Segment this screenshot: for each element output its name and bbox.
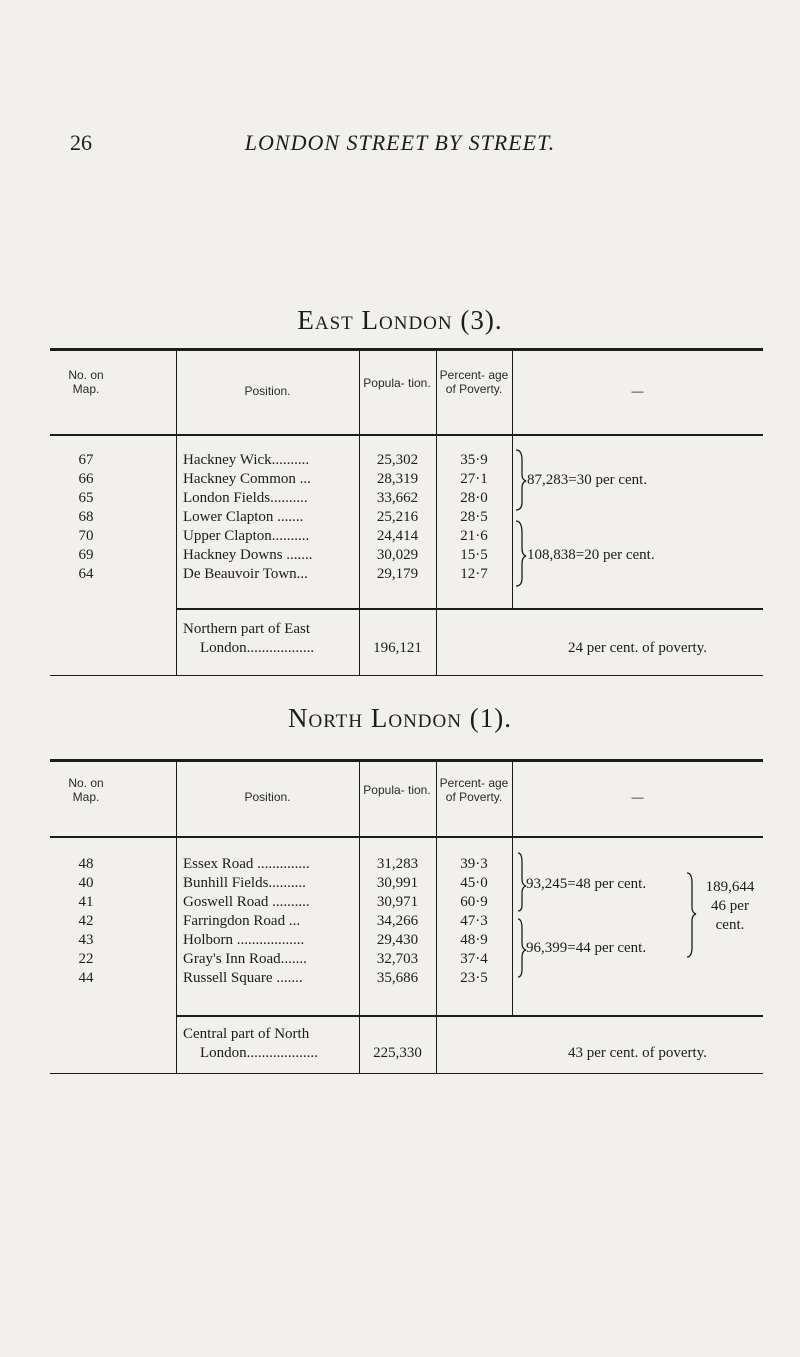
summary-note: 24 per cent. of poverty. [568, 640, 707, 656]
row-no: 40 [78, 875, 94, 891]
table-row [56, 950, 516, 969]
north-london-table [0, 759, 800, 1079]
row-no: 68 [78, 509, 94, 525]
row-population: 25,216 [376, 509, 419, 525]
table-row [56, 546, 516, 565]
table-top-rule [50, 348, 763, 351]
summary-rule [176, 608, 763, 610]
row-percent: 45·0 [460, 875, 488, 891]
combined-total: 189,644 46 per cent. [705, 879, 755, 933]
row-percent: 28·0 [460, 490, 488, 506]
header-percentage: Percent- age of Poverty. [439, 368, 509, 396]
row-population: 30,029 [376, 547, 419, 563]
row-position: Russell Square ....... [183, 970, 303, 986]
north-london-title: North London (1). [288, 703, 512, 733]
row-position: Hackney Wick.......... [183, 452, 310, 468]
row-population: 32,703 [376, 951, 419, 967]
row-population: 34,266 [376, 913, 419, 929]
row-percent: 47·3 [460, 913, 488, 929]
header-dash: — [631, 384, 644, 398]
row-percent: 39·3 [460, 856, 488, 872]
header-rule [50, 836, 763, 838]
row-percent: 60·9 [460, 894, 488, 910]
east-london-table [0, 348, 800, 678]
column-divider [436, 610, 437, 675]
header-dash: — [631, 790, 644, 804]
header-percentage: Percent- age of Poverty. [439, 776, 509, 804]
row-position: Hackney Common ... [183, 471, 311, 487]
row-no: 41 [78, 894, 94, 910]
row-position: Essex Road .............. [183, 856, 310, 872]
row-no: 48 [78, 856, 94, 872]
summary-rule [176, 1015, 763, 1017]
summary-label: Central part of North London................... [183, 1026, 318, 1061]
summary-label: Northern part of East London.................. [183, 621, 315, 656]
row-population: 24,414 [376, 528, 419, 544]
header-population: Popula- tion. [363, 783, 431, 797]
row-population: 29,430 [376, 932, 419, 948]
row-population: 25,302 [376, 452, 419, 468]
east-london-title: East London (3). [297, 305, 503, 335]
row-percent: 48·9 [460, 932, 488, 948]
running-title: LONDON STREET BY STREET. [244, 130, 556, 155]
row-position: Bunhill Fields.......... [183, 875, 306, 891]
group-sum-2: 108,838=20 per cent. [527, 547, 655, 563]
table-row [56, 508, 516, 527]
row-no: 64 [78, 566, 94, 582]
row-no: 70 [78, 528, 94, 544]
row-position: Lower Clapton ....... [183, 509, 304, 525]
row-position: De Beauvoir Town... [183, 566, 308, 582]
row-position: Goswell Road .......... [183, 894, 310, 910]
group-sum-2: 96,399=44 per cent. [526, 940, 647, 956]
row-percent: 12·7 [460, 566, 488, 582]
row-percent: 37·4 [460, 951, 488, 967]
table-bottom-rule [50, 675, 763, 676]
summary-population: 225,330 [373, 1045, 422, 1061]
row-percent: 28·5 [460, 509, 488, 525]
row-population: 29,179 [376, 566, 419, 582]
combined-brace [684, 871, 698, 961]
row-no: 67 [78, 452, 94, 468]
row-no: 42 [78, 913, 94, 929]
row-percent: 27·1 [460, 471, 488, 487]
table-row [56, 489, 516, 508]
row-population: 33,662 [376, 490, 419, 506]
row-no: 44 [78, 970, 94, 986]
table-row [56, 931, 516, 950]
row-no: 69 [78, 547, 94, 563]
group-brace [510, 851, 530, 991]
row-population: 31,283 [376, 856, 419, 872]
row-population: 30,991 [376, 875, 419, 891]
row-position: Upper Clapton.......... [183, 528, 310, 544]
table-row [56, 969, 516, 988]
row-position: Gray's Inn Road....... [183, 951, 307, 967]
row-position: Holborn .................. [183, 932, 305, 948]
header-rule [50, 434, 763, 436]
group-brace [508, 448, 528, 588]
east-rows [56, 451, 516, 584]
row-population: 35,686 [376, 970, 419, 986]
row-percent: 23·5 [460, 970, 488, 986]
page-number: 26 [70, 130, 92, 155]
row-population: 28,319 [376, 471, 419, 487]
row-no: 66 [78, 471, 94, 487]
table-row [56, 912, 516, 931]
table-row [56, 855, 516, 874]
table-row [56, 893, 516, 912]
row-position: Hackney Downs ....... [183, 547, 313, 563]
page-header [0, 130, 800, 160]
table-row [56, 565, 516, 584]
row-no: 65 [78, 490, 94, 506]
row-percent: 15·5 [460, 547, 488, 563]
header-population: Popula- tion. [363, 376, 431, 390]
row-no: 43 [78, 932, 94, 948]
header-position: Position. [244, 384, 291, 398]
table-row [56, 527, 516, 546]
north-rows [56, 855, 516, 988]
summary-population: 196,121 [373, 640, 422, 656]
table-row [56, 470, 516, 489]
column-divider [436, 351, 437, 434]
header-position: Position. [244, 790, 291, 804]
group-sum-1: 87,283=30 per cent. [527, 472, 648, 488]
header-no: No. on Map. [68, 368, 104, 396]
row-position: Farringdon Road ... [183, 913, 301, 929]
table-row [56, 874, 516, 893]
group-sum-1: 93,245=48 per cent. [526, 876, 647, 892]
row-population: 30,971 [376, 894, 419, 910]
table-top-rule [50, 759, 763, 762]
row-percent: 21·6 [460, 528, 488, 544]
table-bottom-rule [50, 1073, 763, 1074]
table-row [56, 451, 516, 470]
summary-note: 43 per cent. of poverty. [568, 1045, 707, 1061]
row-no: 22 [78, 951, 94, 967]
row-position: London Fields.......... [183, 490, 308, 506]
row-percent: 35·9 [460, 452, 488, 468]
header-no: No. on Map. [68, 776, 104, 804]
